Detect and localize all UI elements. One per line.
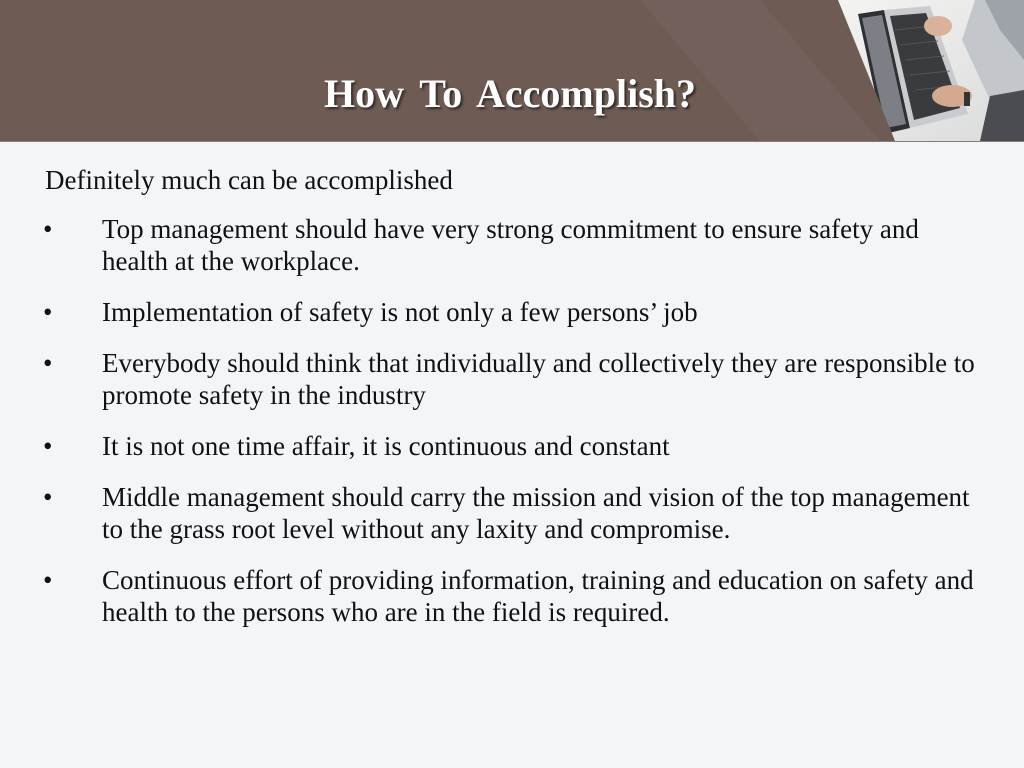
bullet-icon: •: [43, 482, 53, 512]
bullet-icon: •: [43, 297, 53, 327]
bullet-text: Implementation of safety is not only a few persons’ job: [102, 297, 698, 327]
bullet-item: [40, 347, 990, 411]
slide-title: How To Accomplish?: [323, 71, 697, 116]
bullet-text: Everybody should think that individually and collectively they are responsible to promote safety in the industry: [102, 348, 975, 410]
bullet-icon: •: [43, 348, 53, 378]
bullet-text: Continuous effort of providing information, training and education on safety and health to the persons who are in the field is required.: [102, 565, 974, 627]
bullet-icon: •: [43, 214, 53, 244]
intro-text: Definitely much can be accomplished: [45, 165, 453, 195]
bullet-item: [40, 213, 990, 277]
bullet-text: It is not one time affair, it is continuous and constant: [102, 431, 670, 461]
bullet-text: Top management should have very strong commitment to ensure safety and health at the workplace.: [102, 214, 919, 276]
bullet-item: [40, 481, 990, 545]
bullet-icon: •: [43, 431, 53, 461]
bullet-item: [40, 430, 990, 462]
header-bar: [0, 0, 1024, 142]
bullet-item: [40, 296, 990, 328]
bullet-icon: •: [43, 565, 53, 595]
bullet-item: [40, 564, 990, 628]
bullet-text: Middle management should carry the mission and vision of the top management to the grass root level without any laxity and compromise.: [102, 482, 970, 544]
bullet-list: [40, 213, 990, 647]
